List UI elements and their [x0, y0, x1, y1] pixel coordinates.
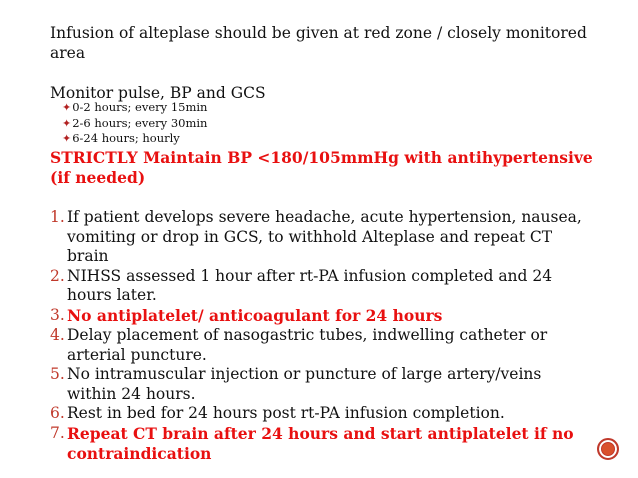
- instruction-item-highlight: [50, 306, 590, 327]
- schedule-item: [62, 131, 207, 147]
- item-number: 2.: [50, 266, 65, 285]
- item-text: If patient develops severe headache, acute hypertension, nausea, vomiting or drop in GCS, to withhold Alteplase and repeat CT brain: [67, 208, 582, 265]
- item-text: NIHSS assessed 1 hour after rt-PA infusion completed and 24 hours later.: [67, 266, 553, 304]
- item-number: 1.: [50, 208, 65, 226]
- star-bullet-icon: ✦: [62, 101, 72, 114]
- instruction-item: [50, 267, 590, 306]
- item-text: Repeat CT brain after 24 hours and start antiplatelet if no contraindication: [67, 423, 574, 463]
- monitor-paragraph: Monitor pulse, BP and GCS: [50, 84, 266, 102]
- star-bullet-icon: ✦: [62, 116, 72, 130]
- monitoring-schedule-list: [62, 100, 207, 147]
- schedule-item-text: 6-24 hours; hourly: [72, 131, 180, 145]
- instruction-item: [50, 365, 590, 404]
- schedule-item-text: 2-6 hours; every 30min: [72, 115, 208, 130]
- item-number: 3.: [50, 305, 65, 324]
- instruction-item-highlight: [50, 424, 590, 465]
- instructions-list: [50, 208, 590, 465]
- item-text: Delay placement of nasogastric tubes, indwelling catheter or arterial puncture.: [67, 326, 548, 364]
- circle-inner-icon: [602, 443, 614, 455]
- infusion-paragraph: Infusion of alteplase should be given at red zone / closely monitored area: [50, 24, 587, 62]
- instruction-item: [50, 208, 590, 267]
- item-number: 5.: [50, 365, 65, 383]
- schedule-item: [62, 100, 207, 116]
- schedule-item-text: 0-2 hours; every 15min: [72, 100, 208, 114]
- item-number: 6.: [50, 404, 65, 422]
- instruction-item: [50, 404, 590, 424]
- slide-number-circle-icon: [597, 438, 619, 460]
- schedule-item: [62, 116, 207, 132]
- instruction-item: [50, 326, 590, 365]
- item-text: No intramuscular injection or puncture of large artery/veins within 24 hours.: [67, 365, 542, 403]
- item-text: Rest in bed for 24 hours post rt-PA infusion completion.: [67, 404, 505, 422]
- item-number: 7.: [50, 423, 65, 442]
- item-text: No antiplatelet/ anticoagulant for 24 hours: [67, 305, 443, 325]
- item-number: 4.: [50, 326, 65, 344]
- bp-warning: STRICTLY Maintain BP <180/105mmHg with antihypertensive (if needed): [50, 148, 593, 187]
- star-bullet-icon: ✦: [62, 132, 72, 145]
